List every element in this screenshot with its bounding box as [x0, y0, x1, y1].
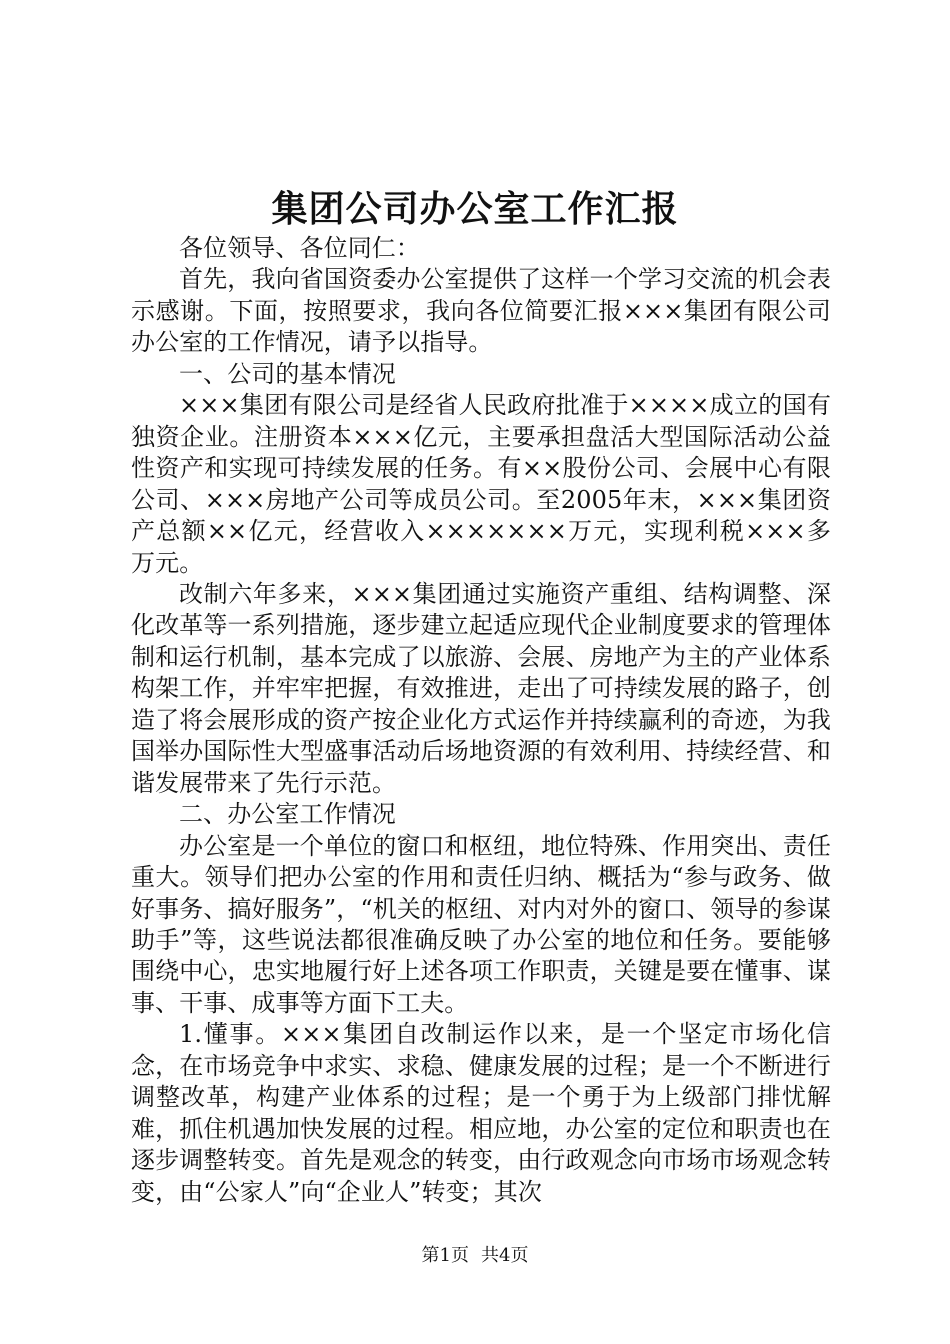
- page-total: 共4页: [481, 1245, 529, 1266]
- company-overview-paragraph: ×××集团有限公司是经省人民政府批准于××××成立的国有独资企业。注册资本×××亿元，主要承担盘活大型国际活动公益性资产和实现可持续发展的任务。有××股份公司、会展中心有限公司、×××房地产公司等成员公司。至2005年末，×××集团资产总额××亿元，经营收入×××××××万元，实现利税×××多万元。: [131, 391, 831, 577]
- office-role-paragraph: 办公室是一个单位的窗口和枢纽，地位特殊、作用突出、责任重大。领导们把办公室的作用和责任归纳、概括为“参与政务、做好事务、搞好服务”，“机关的枢纽、对内对外的窗口、领导的参谋助手”等，这些说法都很准确反映了办公室的地位和任务。要能够围绕中心，忠实地履行好上述各项工作职责，关键是要在懂事、谋事、干事、成事等方面下工夫。: [131, 831, 831, 1017]
- page-number: 第1页: [421, 1245, 469, 1266]
- section-heading-basic-info: 一、公司的基本情况: [179, 359, 396, 388]
- salutation-paragraph: 各位领导、各位同仁：: [179, 234, 420, 262]
- page-footer: [0, 1243, 950, 1269]
- document-body: [131, 233, 831, 1208]
- section-heading-office-work: 二、办公室工作情况: [179, 800, 396, 829]
- opening-paragraph: 首先，我向省国资委办公室提供了这样一个学习交流的机会表示感谢。下面，按照要求，我向各位简要汇报×××集团有限公司办公室的工作情况，请予以指导。: [131, 265, 831, 357]
- document-title: 集团公司办公室工作汇报: [271, 188, 679, 230]
- understanding-paragraph: 1.懂事。×××集团自改制运作以来，是一个坚定市场化信念，在市场竞争中求实、求稳、健康发展的过程；是一个不断进行调整改革，构建产业体系的过程；是一个勇于为上级部门排忧解难，抓住机遇加快发展的过程。相应地，办公室的定位和职责也在逐步调整转变。首先是观念的转变，由行政观念向市场市场观念转变，由“公家人”向“企业人”转变；其次: [131, 1020, 831, 1206]
- reform-paragraph: 改制六年多来，×××集团通过实施资产重组、结构调整、深化改革等一系列措施，逐步建立起适应现代企业制度要求的管理体制和运行机制，基本完成了以旅游、会展、房地产为主的产业体系构架工作，并牢牢把握，有效推进，走出了可持续发展的路子，创造了将会展形成的资产按企业化方式运作并持续赢利的奇迹，为我国举办国际性大型盛事活动后场地资源的有效利用、持续经营、和谐发展带来了先行示范。: [131, 579, 831, 797]
